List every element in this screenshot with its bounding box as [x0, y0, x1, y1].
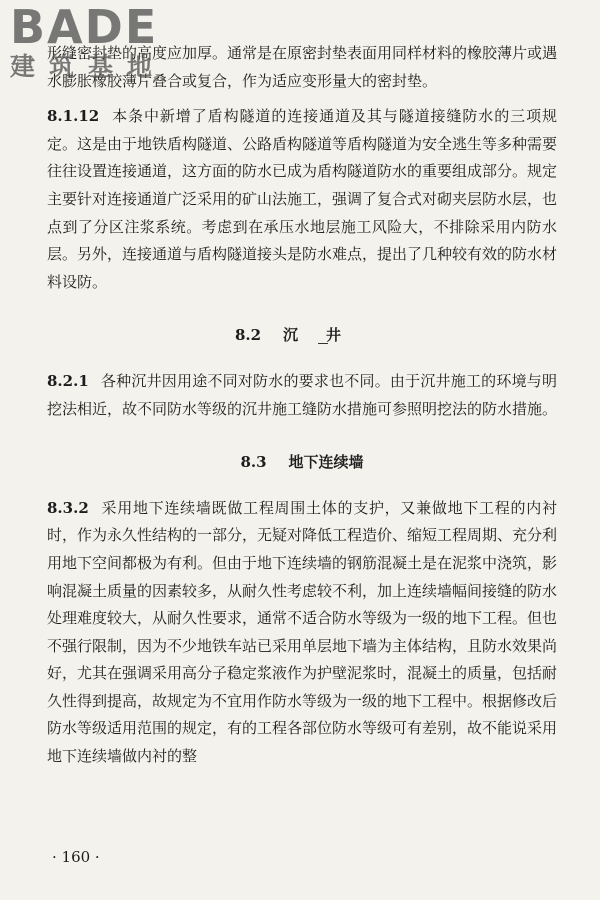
watermark-subtitle: 建筑基地 [10, 52, 167, 81]
section-number: 8.3 [240, 453, 267, 472]
paragraph-text: 采用地下连续墙既做工程周围土体的支护，又兼做地下工程的内衬时，作为永久性结构的一部分，无疑对降低工程造价、缩短工程周期、充分利用地下空间都极为有利。但由于地下连续墙的钢筋混凝土是在泥浆中浇筑，影响混凝土质量的因素较多，从耐久性考虑较不利，加上连续墙幅间接缝的防水处理难度较大，从耐久性要求，通常不适合防水等级为一级的地下工程。但也不强行限制，因为不少地铁车站已采用单层地下墙为主体结构，且防水效果尚好，尤其在强调采用高分子稳定浆液作为护壁泥浆时，混凝土的质量，包括耐久性得到提高，故规定为不宜用作防水等级为一级的地下工程中。根据修改后防水等级适用范围的规定，有的工程各部位防水等级可有差别，故不能说采用地下连续墙做内衬的整 [47, 498, 558, 766]
clause-number: 8.2.1 [47, 371, 89, 390]
paragraph-8-1-12 [47, 103, 557, 296]
paragraph-8-2-1 [47, 368, 557, 423]
section-title: 地下连续墙 [288, 453, 364, 472]
paragraph-text: 各种沉井因用途不同对防水的要求也不同。由于沉井施工的环境与明挖法相近，故不同防水等级的沉井施工缝防水措施可参照明挖法的防水措施。 [47, 371, 558, 418]
paragraph-8-3-2 [47, 495, 557, 771]
watermark-brand: BADE [10, 0, 159, 54]
section-number: 8.2 [234, 326, 262, 345]
section-heading-8-2 [47, 322, 557, 350]
page-body [47, 40, 557, 771]
clause-number: 8.3.2 [47, 498, 89, 517]
section-heading-8-3 [47, 449, 557, 477]
section-title: 沉井 [283, 326, 370, 345]
paragraph-text: 本条中新增了盾构隧道的连接通道及其与隧道接缝防水的三项规定。这是由于地铁盾构隧道、公路盾构隧道等盾构隧道为安全逃生等多种需要往往设置连接通道，这方面的防水已成为盾构隧道防水的重要组成部分。规定主要针对连接通道广泛采用的矿山法施工，强调了复合式对砌夹层防水层，也点到了分区注浆系统。考虑到在承压水地层施工风险大，不排除采用内防水层。另外，连接通道与盾构隧道接头是防水难点，提出了几种较有效的防水材料设防。 [47, 107, 558, 291]
page-number: · 160 · [52, 848, 100, 866]
clause-number: 8.1.12 [47, 107, 100, 126]
watermark-logo [10, 0, 167, 81]
paragraph-text: 形缝密封垫的高度应加厚。通常是在原密封垫表面用同样材料的橡胶薄片或遇水膨胀橡胶薄片叠合或复合，作为适应变形量大的密封垫。 [47, 44, 558, 90]
